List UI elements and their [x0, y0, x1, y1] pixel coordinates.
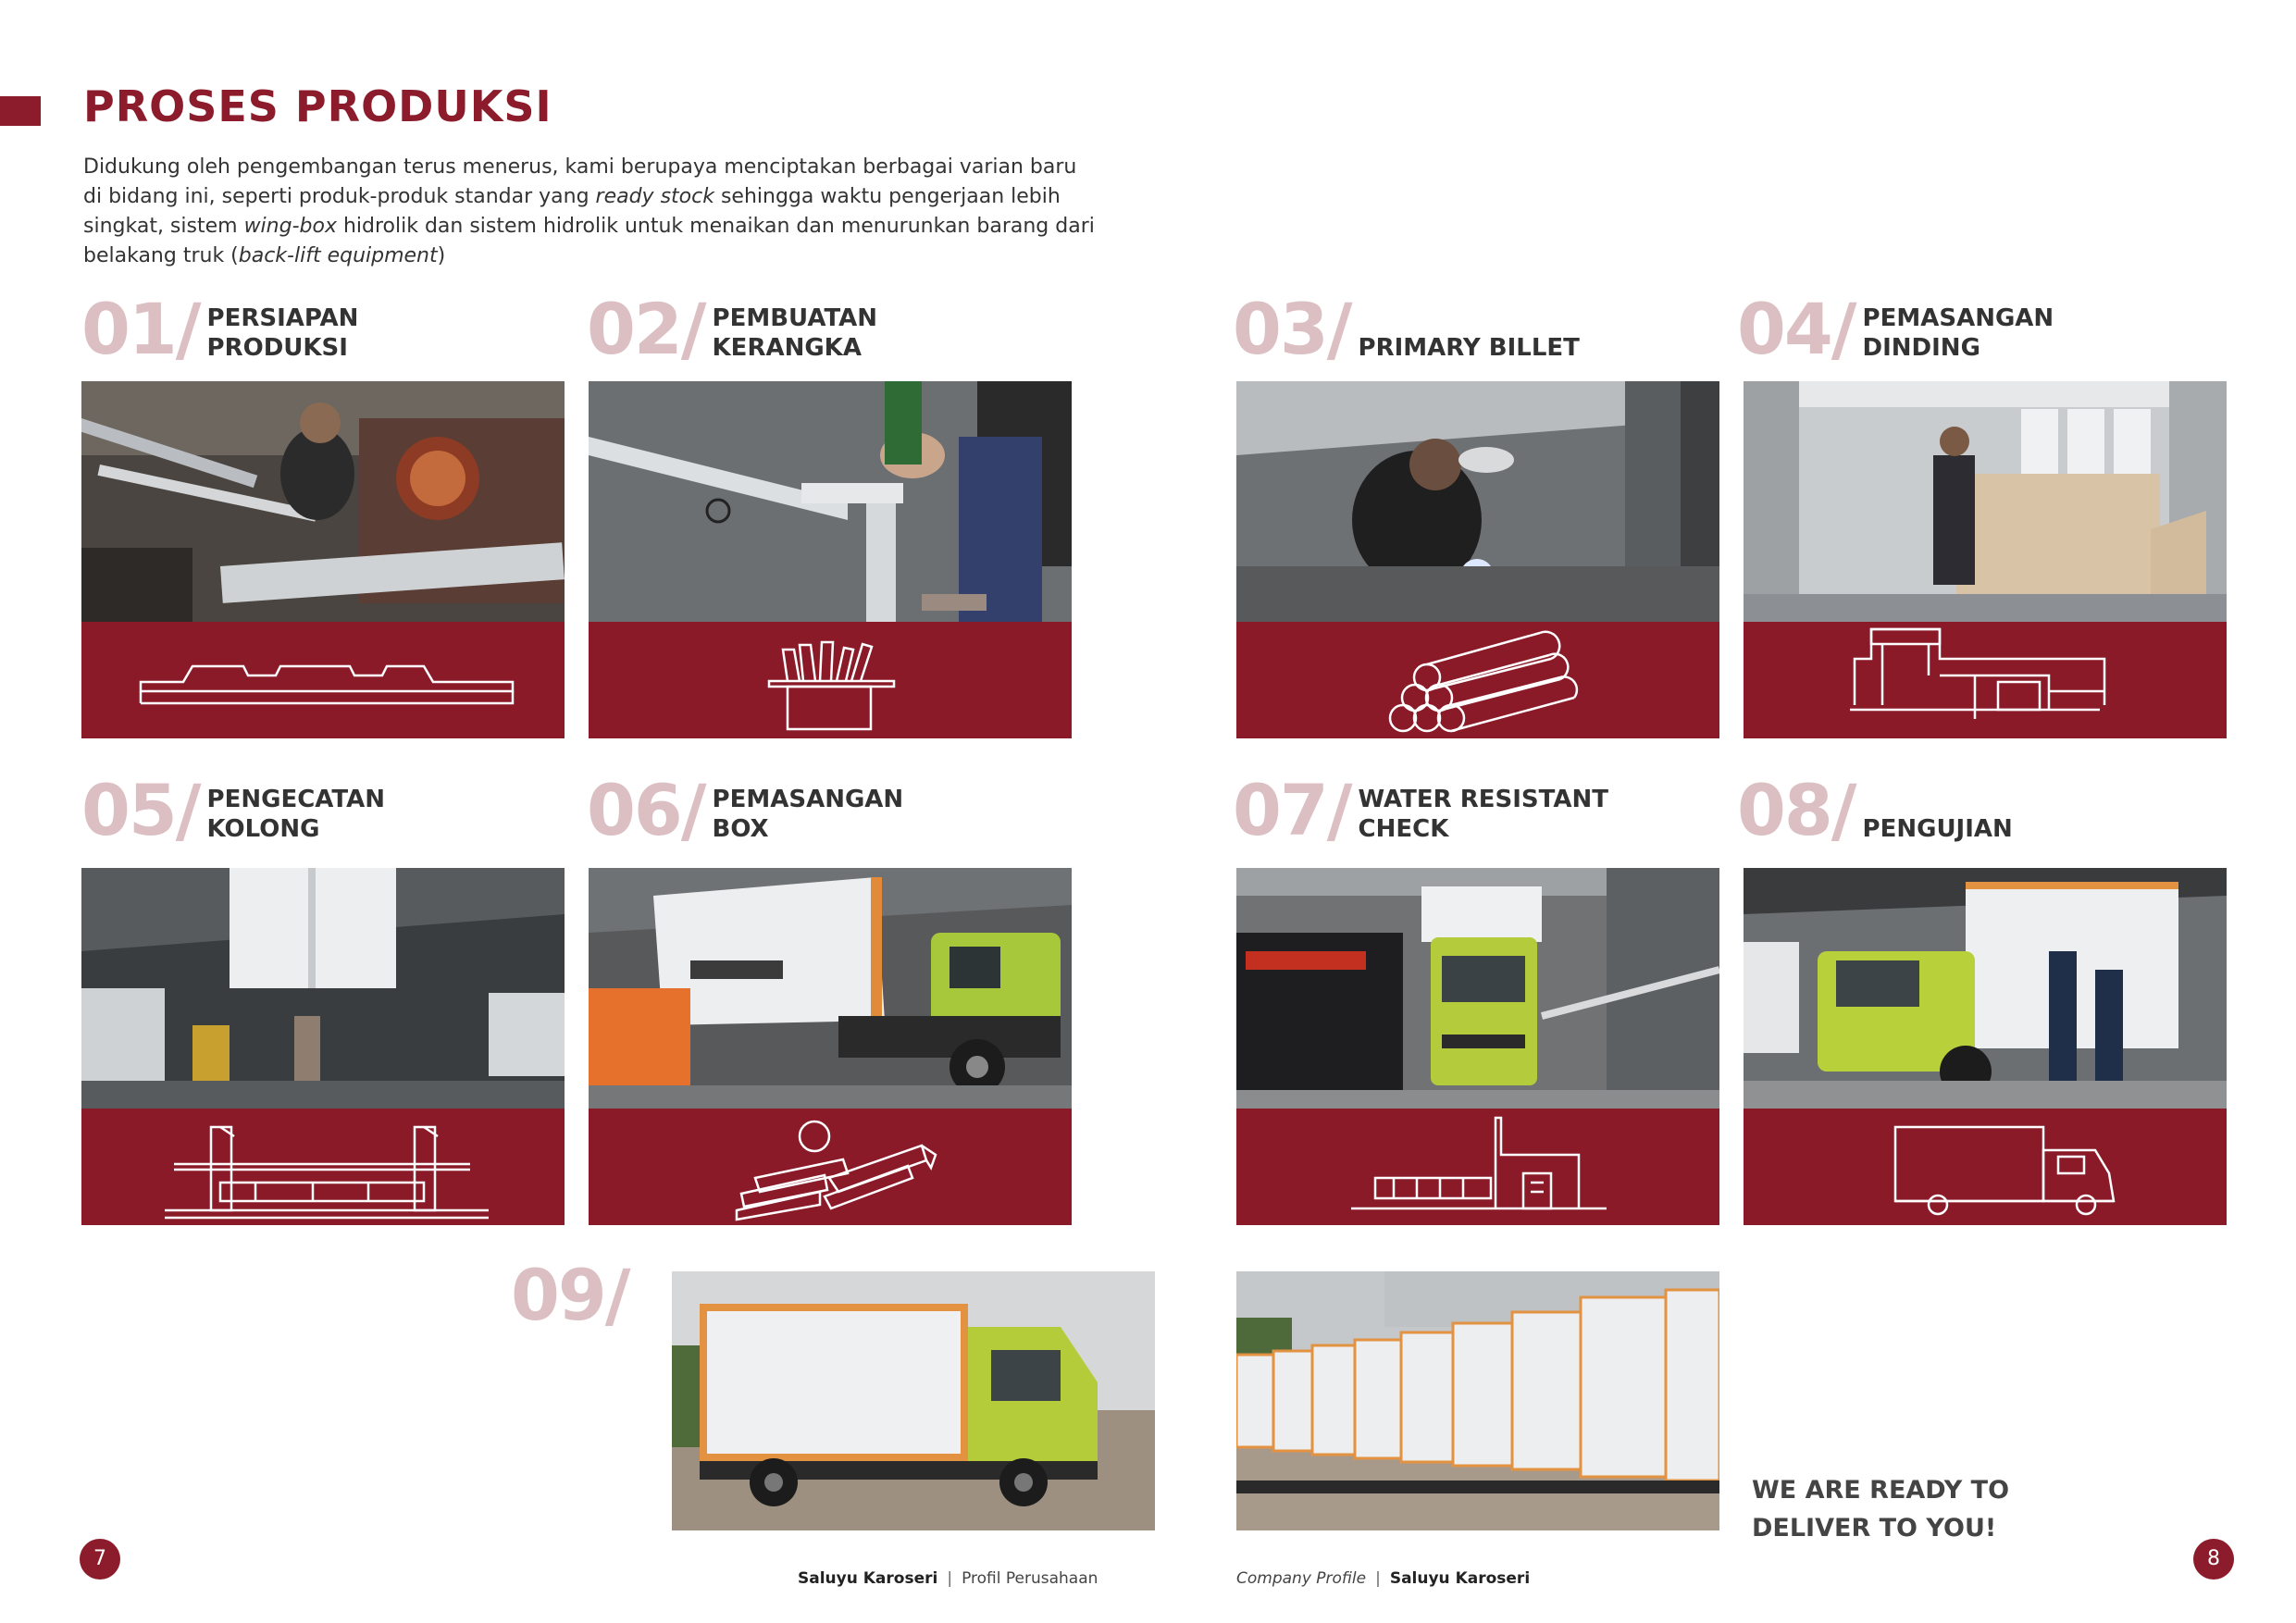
page-number-right: 8	[2193, 1539, 2234, 1580]
step-01-heading	[81, 288, 359, 370]
step-06-card	[589, 868, 1072, 1225]
step-label-line1: PEMASANGAN	[1862, 304, 2054, 332]
step-03-card	[1236, 381, 1719, 738]
step-04-photo	[1744, 381, 2227, 622]
title-accent-bar	[0, 96, 41, 126]
step-06-photo	[589, 868, 1072, 1109]
step-02-card	[589, 381, 1072, 738]
step-09-heading	[511, 1254, 629, 1336]
step-08-heading	[1737, 769, 2013, 851]
fleet-photo	[1236, 1271, 1719, 1530]
step-label	[1359, 785, 1608, 844]
step-label	[713, 785, 904, 844]
footer-brand: Saluyu Karoseri	[1389, 1569, 1531, 1588]
footer-separator: |	[1375, 1569, 1381, 1588]
step-label-line2: KERANGKA	[712, 334, 862, 362]
step-label-line1: PEMBUATAN	[712, 304, 878, 332]
step-number: 06/	[587, 769, 705, 851]
step-label-line2: PRODUKSI	[206, 334, 348, 362]
footer-text: Profil Perusahaan	[962, 1569, 1098, 1588]
intro-emphasis-1: ready stock	[595, 185, 714, 208]
step-label	[207, 785, 385, 844]
footer-separator: |	[947, 1569, 953, 1588]
footer-brand: Saluyu Karoseri	[798, 1569, 938, 1588]
intro-emphasis-3: back-lift equipment	[238, 244, 438, 267]
step-01-card	[81, 381, 565, 738]
step-number: 07/	[1233, 769, 1351, 851]
step-number: 02/	[587, 288, 705, 370]
frame-profile-icon	[81, 622, 565, 738]
step-07-photo	[1236, 868, 1719, 1109]
step-label-line2: BOX	[712, 815, 769, 843]
step-label-line2: CHECK	[1358, 815, 1449, 843]
step-05-photo	[81, 868, 565, 1109]
step-05-heading	[81, 769, 385, 851]
footer-left	[798, 1569, 1098, 1588]
closing-tagline	[1752, 1471, 2009, 1547]
step-09-photo	[672, 1271, 1155, 1530]
step-label-line2: PENGUJIAN	[1862, 815, 2013, 843]
step-04-card	[1744, 381, 2227, 738]
step-number: 05/	[81, 769, 200, 851]
step-label-line2: DINDING	[1862, 334, 1980, 362]
step-number: 08/	[1737, 769, 1855, 851]
step-05-card	[81, 868, 565, 1225]
intro-text-1: Didukung oleh pengembangan terus menerus, kami berupaya menciptakan berbagai varian baru di bidang ini, seperti produk-produk standar yang	[83, 155, 1077, 208]
step-number: 03/	[1233, 288, 1351, 370]
step-05-band	[81, 1109, 565, 1225]
step-label-line2: PRIMARY BILLET	[1358, 334, 1580, 362]
step-03-band	[1236, 622, 1719, 738]
step-02-photo	[589, 381, 1072, 622]
intro-text-4: )	[437, 244, 446, 267]
step-03-photo	[1236, 381, 1719, 622]
step-03-heading	[1233, 288, 1580, 370]
step-label	[207, 304, 359, 363]
footer-text: Company Profile	[1236, 1569, 1367, 1588]
intro-text-3: hidrolik dan sistem hidrolik untuk menaikan dan menurunkan barang dari belakang truk (	[83, 215, 1095, 267]
step-07-card	[1236, 868, 1719, 1225]
step-label	[1359, 333, 1580, 363]
chassis-frame-icon	[81, 1109, 565, 1225]
step-04-band	[1744, 622, 2227, 738]
page-number-left: 7	[80, 1539, 120, 1580]
test-station-icon	[1236, 1109, 1719, 1225]
step-02-heading	[587, 288, 878, 370]
billets-pile-icon	[1236, 622, 1719, 738]
tagline-line1: WE ARE READY TO	[1752, 1476, 2010, 1505]
step-02-band	[589, 622, 1072, 738]
step-08-photo	[1744, 868, 2227, 1109]
step-number: 01/	[81, 288, 200, 370]
page-title: PROSES PRODUKSI	[83, 81, 552, 131]
step-label-line1: PENGECATAN	[206, 786, 385, 813]
tagline-line2: DELIVER TO YOU!	[1752, 1514, 1997, 1542]
step-number: 04/	[1737, 288, 1855, 370]
step-label-line2: KOLONG	[206, 815, 320, 843]
step-04-heading	[1737, 288, 2054, 370]
step-08-band	[1744, 1109, 2227, 1225]
step-label-line1: PERSIAPAN	[206, 304, 359, 332]
wall-panel-icon	[1744, 622, 2227, 738]
intro-paragraph	[83, 153, 1101, 271]
intro-emphasis-2: wing-box	[243, 215, 337, 238]
step-01-band	[81, 622, 565, 738]
step-06-heading	[587, 769, 904, 851]
step-01-photo	[81, 381, 565, 622]
step-label	[1863, 814, 2013, 844]
step-number: 09/	[511, 1254, 629, 1336]
step-08-card	[1744, 868, 2227, 1225]
step-label-line1: WATER RESISTANT	[1358, 786, 1608, 813]
panel-stack-icon	[589, 1109, 1072, 1225]
step-label-line1: PEMASANGAN	[712, 786, 904, 813]
step-06-band	[589, 1109, 1072, 1225]
truck-outline-icon	[1744, 1109, 2227, 1225]
profiles-bundle-icon	[589, 622, 1072, 738]
intro-text-2: sehingga waktu pengerjaan lebih singkat, sistem	[83, 185, 1061, 238]
step-07-band	[1236, 1109, 1719, 1225]
footer-right	[1236, 1569, 1530, 1588]
step-label	[1863, 304, 2054, 363]
step-07-heading	[1233, 769, 1608, 851]
step-label	[713, 304, 878, 363]
